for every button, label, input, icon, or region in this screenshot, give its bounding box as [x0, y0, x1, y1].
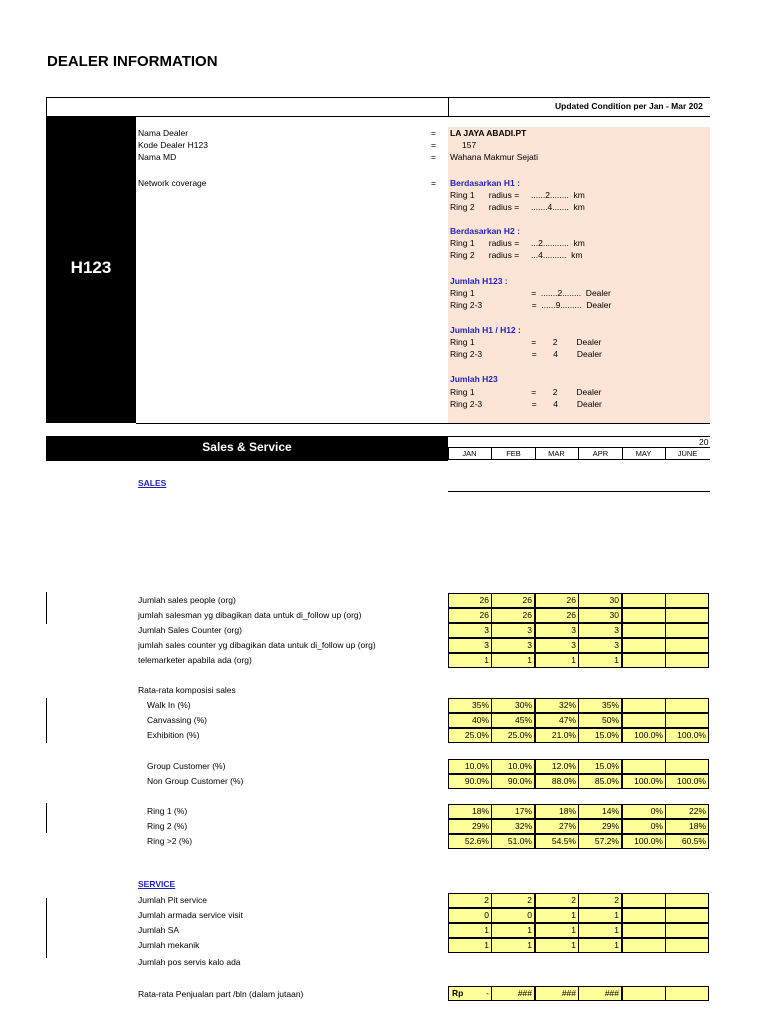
value-cell[interactable]: 3 — [578, 623, 622, 638]
value-cell[interactable]: 1 — [578, 653, 622, 668]
row-label: Jumlah armada service visit — [138, 910, 243, 920]
value-cell[interactable]: 45% — [491, 713, 535, 728]
pos-servis-label: Jumlah pos servis kalo ada — [138, 957, 241, 967]
value-cell[interactable]: 14% — [578, 804, 622, 819]
value-cell[interactable]: 0 — [491, 908, 535, 923]
coverage-h23-ring1: Ring 1 = 2 Dealer — [450, 387, 602, 397]
value-cell[interactable]: 2 — [535, 893, 579, 908]
value-cell[interactable]: 85.0% — [578, 774, 622, 789]
updated-text: Updated Condition per Jan - Mar 202 — [555, 101, 703, 111]
month-header-top-line — [448, 436, 710, 437]
month-mar: MAR — [548, 449, 565, 458]
value-cell[interactable] — [622, 623, 666, 638]
coverage-h1h12-ring1: Ring 1 = 2 Dealer — [450, 337, 602, 347]
dealer-info-bottom-line — [136, 423, 710, 424]
value-nama-md: Wahana Makmur Sejati — [450, 152, 539, 162]
value-cell[interactable]: 90.0% — [491, 774, 535, 789]
row-label: telemarketer apabila ada (org) — [138, 655, 252, 665]
sales-section-underline — [448, 491, 710, 492]
value-cell[interactable] — [622, 893, 666, 908]
eq-sign: = — [431, 140, 436, 150]
value-cell[interactable]: 60.5% — [665, 834, 709, 849]
value-cell[interactable]: 26 — [535, 593, 579, 608]
header-divider — [448, 97, 449, 117]
row-label: jumlah salesman yg dibagikan data untuk di_follow up (org) — [138, 610, 362, 620]
value-cell[interactable]: 40% — [448, 713, 492, 728]
value-cell[interactable] — [665, 653, 709, 668]
value-cell[interactable]: 3 — [448, 623, 492, 638]
coverage-h1h12-title: Jumlah H1 / H12 : — [450, 325, 521, 335]
page-title: DEALER INFORMATION — [47, 53, 218, 70]
row-label: Non Group Customer (%) — [147, 776, 244, 786]
value-cell[interactable] — [665, 638, 709, 653]
row-label: Canvassing (%) — [147, 715, 207, 725]
row-label: Ring >2 (%) — [147, 836, 193, 846]
value-cell[interactable] — [622, 653, 666, 668]
value-cell[interactable] — [622, 698, 666, 713]
value-cell[interactable] — [665, 893, 709, 908]
value-cell[interactable]: 26 — [448, 593, 492, 608]
coverage-h23-title: Jumlah H23 — [450, 374, 498, 384]
value-cell[interactable]: 51.0% — [491, 834, 535, 849]
value-cell[interactable]: 57.2% — [578, 834, 622, 849]
value-cell[interactable]: 0% — [622, 819, 666, 834]
row-marker — [46, 898, 47, 958]
label-nama-md: Nama MD — [138, 152, 177, 162]
value-cell[interactable]: 90.0% — [448, 774, 492, 789]
value-cell[interactable]: 35% — [448, 698, 492, 713]
service-section-link[interactable]: SERVICE — [138, 879, 176, 889]
value-cell[interactable]: 1 — [578, 938, 622, 953]
label-kode-dealer: Kode Dealer H123 — [138, 140, 208, 150]
value-cell[interactable]: 29% — [448, 819, 492, 834]
value-cell[interactable]: 12.0% — [535, 759, 579, 774]
value-cell[interactable] — [622, 638, 666, 653]
value-cell[interactable]: 52.6% — [448, 834, 492, 849]
value-cell[interactable] — [665, 938, 709, 953]
value-cell[interactable]: 29% — [578, 819, 622, 834]
eq-sign: = — [431, 128, 436, 138]
value-cell[interactable]: 15.0% — [578, 759, 622, 774]
value-cell[interactable]: 26 — [491, 593, 535, 608]
composition-title: Rata-rata komposisi sales — [138, 685, 236, 695]
value-cell[interactable]: 2 — [491, 893, 535, 908]
parts-label: Rata-rata Penjualan part /bln (dalam jutaan) — [138, 989, 304, 999]
value-cell[interactable]: 35% — [578, 698, 622, 713]
parts-dash: - — [486, 988, 489, 998]
value-cell[interactable] — [665, 608, 709, 623]
value-cell[interactable]: 100.0% — [665, 774, 709, 789]
value-cell[interactable]: 18% — [665, 819, 709, 834]
coverage-h123-ring1: Ring 1 = .......2........ Dealer — [450, 288, 611, 298]
value-cell[interactable] — [622, 593, 666, 608]
value-cell[interactable]: 47% — [535, 713, 579, 728]
month-jan: JAN — [462, 449, 477, 458]
eq-sign: = — [431, 152, 436, 162]
row-marker — [46, 803, 47, 833]
coverage-h1h12-ring23: Ring 2-3 = 4 Dealer — [450, 349, 602, 359]
coverage-h1-ring2: Ring 2 radius = .......4....... km — [450, 202, 585, 212]
value-cell[interactable]: 26 — [491, 608, 535, 623]
value-cell[interactable]: 1 — [535, 653, 579, 668]
value-cell[interactable] — [622, 713, 666, 728]
value-cell[interactable]: 50% — [578, 713, 622, 728]
value-cell[interactable]: 0 — [448, 908, 492, 923]
parts-value-cell[interactable]: ### — [491, 986, 535, 1001]
value-cell[interactable] — [622, 923, 666, 938]
value-cell[interactable]: 3 — [491, 638, 535, 653]
value-cell[interactable]: 27% — [535, 819, 579, 834]
label-network-coverage: Network coverage — [138, 178, 207, 188]
value-cell[interactable]: 100.0% — [665, 728, 709, 743]
value-cell[interactable]: 15.0% — [578, 728, 622, 743]
month-may: MAY — [635, 449, 652, 458]
parts-value-cell[interactable]: ### — [578, 986, 622, 1001]
value-cell[interactable] — [622, 938, 666, 953]
parts-value-cell[interactable] — [622, 986, 666, 1001]
value-cell[interactable]: 1 — [535, 923, 579, 938]
row-label: Jumlah sales people (org) — [138, 595, 236, 605]
eq-sign: = — [431, 178, 436, 188]
value-cell[interactable]: 32% — [535, 698, 579, 713]
label-nama-dealer: Nama Dealer — [138, 128, 189, 138]
value-cell[interactable] — [665, 759, 709, 774]
sales-section-link[interactable]: SALES — [138, 478, 167, 488]
month-feb: FEB — [506, 449, 521, 458]
parts-value-cell[interactable] — [665, 986, 709, 1001]
value-nama-dealer: LA JAYA ABADI.PT — [450, 128, 527, 138]
row-label: Jumlah mekanik — [138, 940, 200, 950]
value-cell[interactable]: 3 — [535, 638, 579, 653]
value-cell[interactable] — [622, 608, 666, 623]
value-cell[interactable]: 0% — [622, 804, 666, 819]
coverage-h123-title: Jumlah H123 : — [450, 276, 508, 286]
coverage-h2-ring2: Ring 2 radius = ...4.......... km — [450, 250, 583, 260]
value-cell[interactable] — [665, 908, 709, 923]
row-label: Jumlah Pit service — [138, 895, 207, 905]
parts-value-cell[interactable]: ### — [535, 986, 579, 1001]
value-cell[interactable]: 10.0% — [491, 759, 535, 774]
value-cell[interactable] — [665, 713, 709, 728]
value-cell[interactable]: 32% — [491, 819, 535, 834]
row-label: Walk In (%) — [147, 700, 191, 710]
value-cell[interactable]: 30 — [578, 608, 622, 623]
value-cell[interactable]: 1 — [578, 908, 622, 923]
value-cell[interactable] — [665, 923, 709, 938]
value-cell[interactable]: 18% — [448, 804, 492, 819]
value-cell[interactable]: 1 — [448, 923, 492, 938]
value-cell[interactable]: 22% — [665, 804, 709, 819]
year-label: 20 — [699, 437, 709, 447]
row-marker — [46, 592, 47, 624]
value-cell[interactable]: 17% — [491, 804, 535, 819]
coverage-h1-ring1: Ring 1 radius = ......2........ km — [450, 190, 585, 200]
row-label: Group Customer (%) — [147, 761, 226, 771]
value-cell[interactable]: 100.0% — [622, 728, 666, 743]
value-cell[interactable]: 2 — [578, 893, 622, 908]
coverage-h2-ring1: Ring 1 radius = ...2........... km — [450, 238, 585, 248]
value-kode-dealer: 157 — [462, 140, 477, 150]
value-cell[interactable] — [665, 593, 709, 608]
value-cell[interactable]: 30 — [578, 593, 622, 608]
row-label: Ring 1 (%) — [147, 806, 188, 816]
row-label: Jumlah SA — [138, 925, 180, 935]
value-cell[interactable]: 25.0% — [491, 728, 535, 743]
value-cell[interactable] — [665, 623, 709, 638]
value-cell[interactable]: 30% — [491, 698, 535, 713]
value-cell[interactable] — [622, 908, 666, 923]
row-label: Jumlah Sales Counter (org) — [138, 625, 242, 635]
value-cell[interactable]: 1 — [578, 923, 622, 938]
value-cell[interactable]: 1 — [491, 923, 535, 938]
value-cell[interactable]: 21.0% — [535, 728, 579, 743]
value-cell[interactable]: 18% — [535, 804, 579, 819]
value-cell[interactable]: 26 — [448, 608, 492, 623]
value-cell[interactable]: 3 — [448, 638, 492, 653]
value-cell[interactable]: 10.0% — [448, 759, 492, 774]
coverage-h2-title: Berdasarkan H2 : — [450, 226, 520, 236]
row-label: jumlah sales counter yg dibagikan data untuk di_follow up (org) — [138, 640, 376, 650]
value-cell[interactable]: 26 — [535, 608, 579, 623]
value-cell[interactable]: 1 — [448, 938, 492, 953]
coverage-h123-ring23: Ring 2-3 = ......9......... Dealer — [450, 300, 612, 310]
value-cell[interactable]: 1 — [491, 653, 535, 668]
value-cell[interactable]: 100.0% — [622, 834, 666, 849]
coverage-h1-title: Berdasarkan H1 : — [450, 178, 520, 188]
h123-badge-text: H123 — [70, 258, 112, 277]
row-label: Exhibition (%) — [147, 730, 200, 740]
row-marker — [46, 698, 47, 743]
sales-service-title: Sales & Service — [202, 440, 292, 454]
month-apr: APR — [592, 449, 609, 458]
value-cell[interactable]: 25.0% — [448, 728, 492, 743]
month-june: JUNE — [677, 449, 698, 458]
coverage-h23-ring23: Ring 2-3 = 4 Dealer — [450, 399, 602, 409]
value-cell[interactable] — [622, 759, 666, 774]
value-cell[interactable]: 1 — [491, 938, 535, 953]
value-cell[interactable]: 3 — [491, 623, 535, 638]
row-label: Ring 2 (%) — [147, 821, 188, 831]
value-cell[interactable]: 3 — [578, 638, 622, 653]
value-cell[interactable]: 1 — [535, 908, 579, 923]
value-cell[interactable]: 88.0% — [535, 774, 579, 789]
value-cell[interactable]: 2 — [448, 893, 492, 908]
parts-rp-cell — [448, 986, 492, 1001]
value-cell[interactable]: 54.5% — [535, 834, 579, 849]
value-cell[interactable]: 100.0% — [622, 774, 666, 789]
value-cell[interactable]: 1 — [448, 653, 492, 668]
value-cell[interactable]: 1 — [535, 938, 579, 953]
parts-rp: Rp — [452, 988, 464, 998]
value-cell[interactable]: 3 — [535, 623, 579, 638]
value-cell[interactable] — [665, 698, 709, 713]
